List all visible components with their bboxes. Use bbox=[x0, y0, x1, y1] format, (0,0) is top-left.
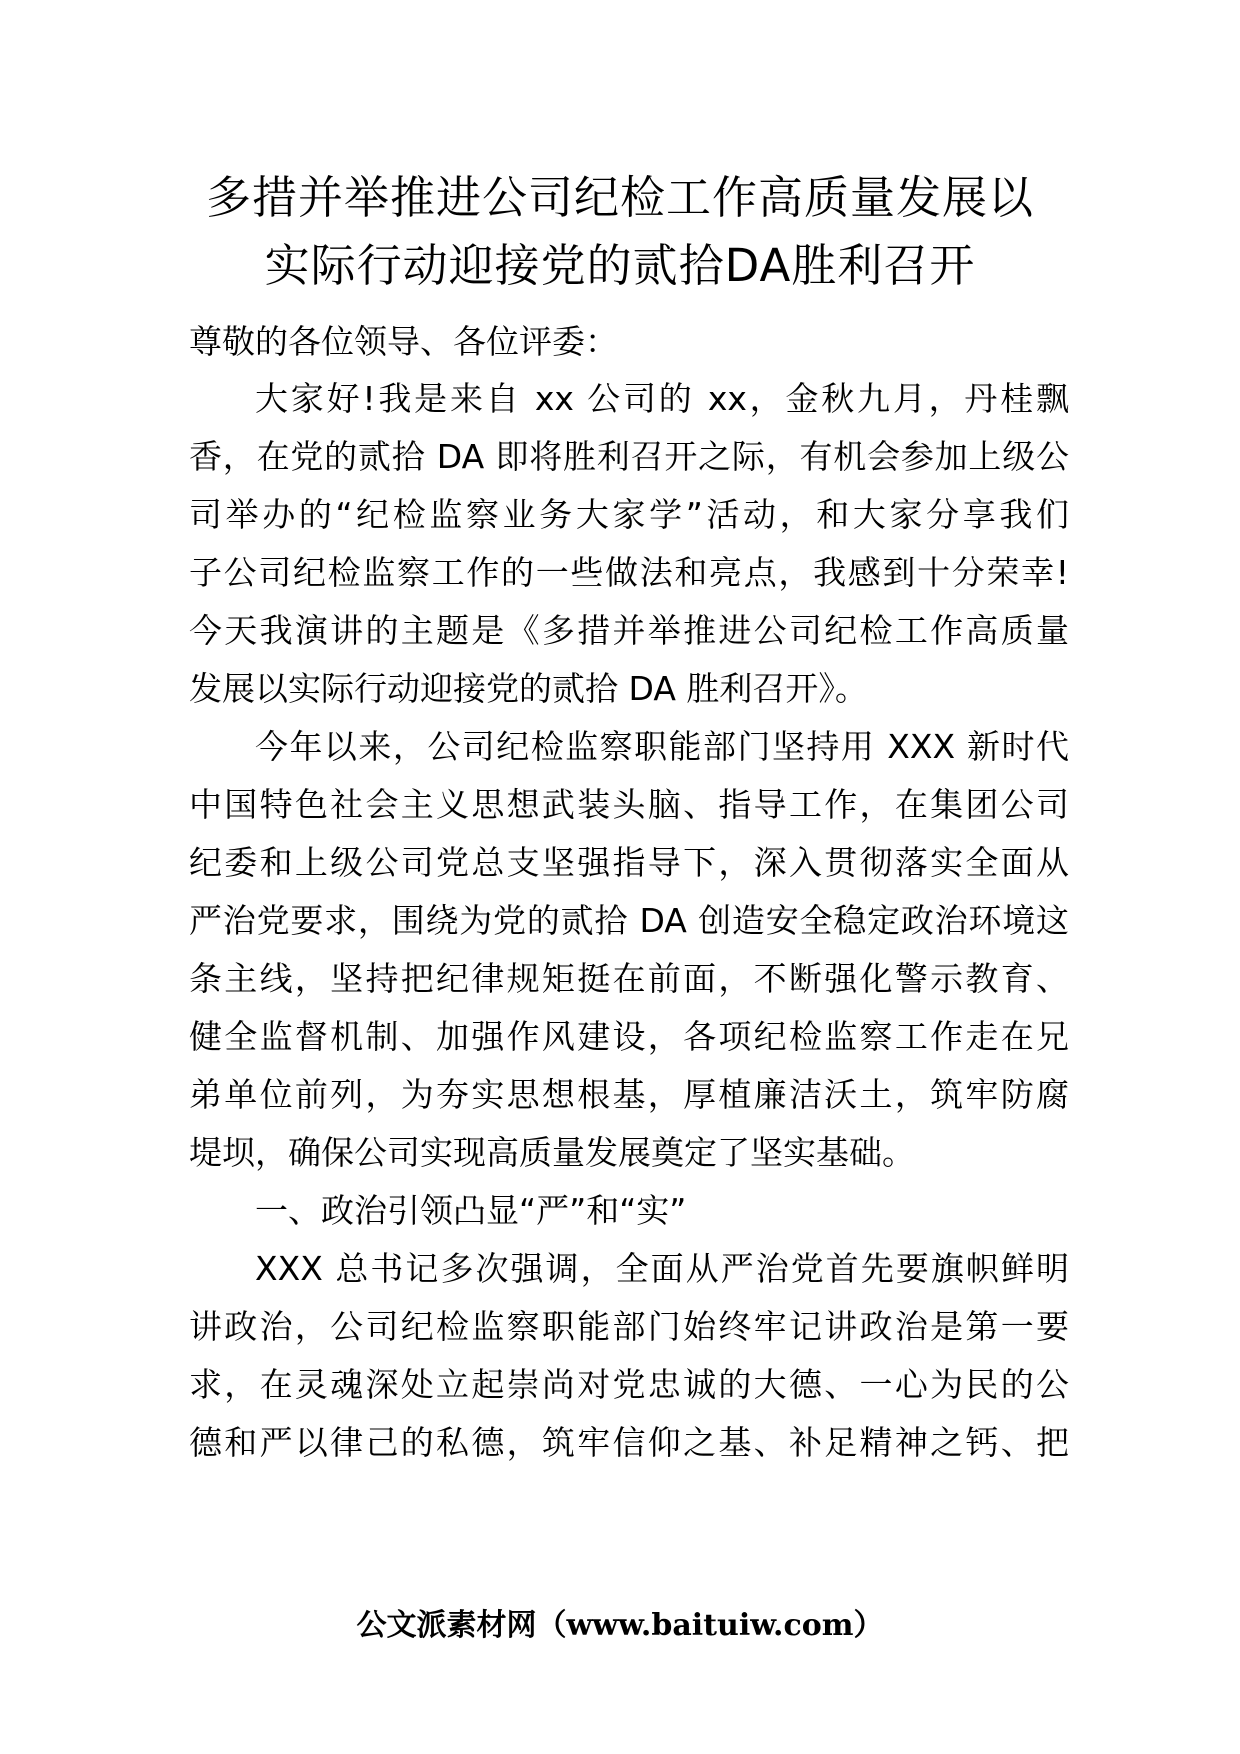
paragraph-line: 德和严以律己的私德，筑牢信仰之基、补足精神之钙、把 bbox=[189, 1423, 1069, 1462]
paragraph-line: 司举办的“纪检监察业务大家学”活动，和大家分享我们 bbox=[189, 495, 1069, 534]
paragraph-line: 发展以实际行动迎接党的贰拾 DA 胜利召开》。 bbox=[189, 669, 868, 708]
paragraph-line: 堤坝，确保公司实现高质量发展奠定了坚实基础。 bbox=[189, 1133, 915, 1172]
paragraph-line: 子公司纪检监察工作的一些做法和亮点，我感到十分荣幸! bbox=[189, 553, 1069, 592]
section-heading: 一、政治引领凸显“严”和“实” bbox=[255, 1191, 687, 1230]
footer-watermark: 公文派素材网（www.baituiw.com） bbox=[356, 1608, 884, 1643]
paragraph-line: 大家好!我是来自 xx 公司的 xx，金秋九月，丹桂飘 bbox=[255, 379, 1069, 418]
paragraph-line: XXX 总书记多次强调，全面从严治党首先要旗帜鲜明 bbox=[255, 1249, 1069, 1288]
paragraph-line: 条主线，坚持把纪律规矩挺在前面，不断强化警示教育、 bbox=[189, 959, 1069, 998]
paragraph-line: 弟单位前列，为夯实思想根基，厚植廉洁沃土，筑牢防腐 bbox=[189, 1075, 1069, 1114]
paragraph-line: 香，在党的贰拾 DA 即将胜利召开之际，有机会参加上级公 bbox=[189, 437, 1069, 476]
paragraph-line: 健全监督机制、加强作风建设，各项纪检监察工作走在兄 bbox=[189, 1017, 1069, 1056]
paragraph-line: 今年以来，公司纪检监察职能部门坚持用 XXX 新时代 bbox=[255, 727, 1069, 766]
salutation: 尊敬的各位领导、各位评委： bbox=[189, 322, 618, 361]
paragraph-line: 今天我演讲的主题是《多措并举推进公司纪检工作高质量 bbox=[189, 611, 1069, 650]
paragraph-line: 中国特色社会主义思想武装头脑、指导工作，在集团公司 bbox=[189, 785, 1069, 824]
paragraph-line: 纪委和上级公司党总支坚强指导下，深入贯彻落实全面从 bbox=[189, 843, 1069, 882]
paragraph-line: 求，在灵魂深处立起崇尚对党忠诚的大德、一心为民的公 bbox=[189, 1365, 1069, 1404]
paragraph-line: 严治党要求，围绕为党的贰拾 DA 创造安全稳定政治环境这 bbox=[189, 901, 1069, 940]
document-title-line-2: 实际行动迎接党的贰拾DA胜利召开 bbox=[264, 239, 976, 292]
paragraph-line: 讲政治，公司纪检监察职能部门始终牢记讲政治是第一要 bbox=[189, 1307, 1069, 1346]
document-title-line-1: 多措并举推进公司纪检工作高质量发展以 bbox=[205, 171, 1034, 224]
